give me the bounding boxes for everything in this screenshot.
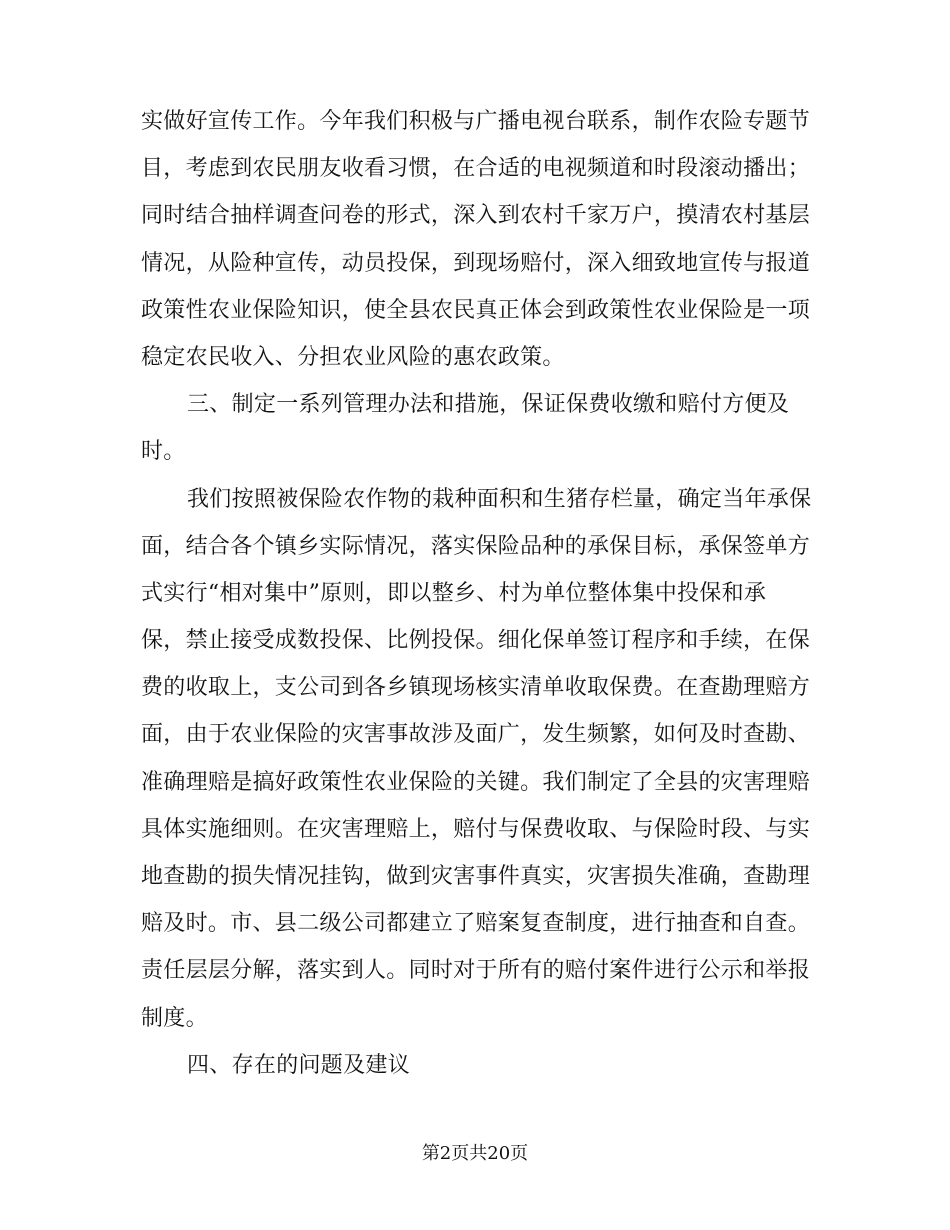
document-body: [141, 98, 812, 1089]
text-line: 费的收取上，支公司到各乡镇现场核实清单收取保费。在查勘理赔方: [141, 675, 811, 701]
text-line: 实做好宣传工作。今年我们积极与广播电视台联系，制作农险专题节: [141, 109, 811, 134]
text-line: 面，结合各个镇乡实际情况，落实保险品种的承保目标，承保签单方: [141, 533, 811, 559]
text-line: 式实行“相对集中”原则，即以整乡、村为单位整体集中投保和承: [141, 580, 767, 606]
text-line: 政策性农业保险知识，使全县农民真正体会到政策性农业保险是一项: [141, 297, 811, 323]
page-number-footer: 第2页共20页: [421, 1143, 529, 1164]
text-line: 地查勘的损失情况挂钩，做到灾害事件真实，灾害损失准确，查勘理: [141, 864, 811, 889]
heading-line: 四、存在的问题及建议: [187, 1052, 411, 1078]
text-line: 具体实施细则。在灾害理赔上，赔付与保费收取、与保险时段、与实: [141, 816, 811, 842]
heading-line: 时。: [141, 439, 186, 465]
text-line: 准确理赔是搞好政策性农业保险的关键。我们制定了全县的灾害理赔: [141, 769, 811, 795]
paragraph-management-measures: [141, 476, 812, 1042]
heading-line: 三、制定一系列管理办法和措施，保证保费收缴和赔付方便及: [187, 392, 790, 418]
text-line: 稳定农民收入、分担农业风险的惠农政策。: [141, 344, 565, 370]
text-line: 责任层层分解，落实到人。同时对于所有的赔付案件进行公示和举报: [141, 958, 811, 984]
section-heading-four: [141, 1042, 809, 1089]
text-line: 我们按照被保险农作物的栽种面积和生猪存栏量，确定当年承保: [187, 486, 812, 512]
section-heading-three: [141, 381, 809, 475]
text-line: 制度。: [141, 1005, 208, 1031]
text-line: 赔及时。市、县二级公司都建立了赔案复查制度，进行抽查和自查。: [141, 911, 811, 937]
text-line: 同时结合抽样调查问卷的形式，深入到农村千家万户，摸清农村基层: [141, 203, 811, 229]
text-line: 情况，从险种宣传，动员投保，到现场赔付，深入细致地宣传与报道: [141, 250, 811, 276]
text-line: 面，由于农业保险的灾害事故涉及面广，发生频繁，如何及时查勘、: [141, 722, 811, 748]
text-line: 保，禁止接受成数投保、比例投保。细化保单签订程序和手续，在保: [141, 628, 811, 654]
paragraph-propaganda: [141, 98, 809, 381]
text-line: 目，考虑到农民朋友收看习惯，在合适的电视频道和时段滚动播出；: [141, 156, 811, 182]
